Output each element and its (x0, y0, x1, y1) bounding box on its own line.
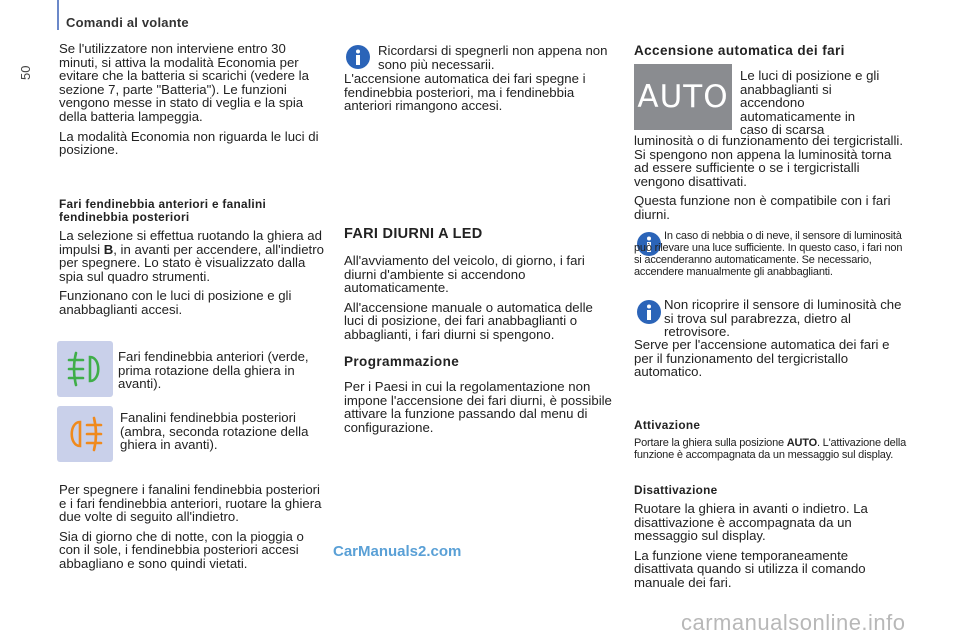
intro-paragraph-1: Se l'utilizzatore non interviene entro 30 minuti, si attiva la modalità Economia per evitare che la batteria si scarichi (vedere la sezione 7, parte "Batteria"). Le funzioni vengono messe in stato di veglia e la spia della batteria lampeggia. (59, 41, 309, 124)
auto-label: AUTO (637, 79, 729, 115)
info-icon (346, 45, 370, 69)
activation-paragraph: Portare la ghiera sulla posizione AUTO. L'attivazione della funzione è accompagnata da un messaggio sul display. (634, 437, 906, 461)
info-icon (637, 300, 661, 324)
auto-text-rest: luminosità o di funzionamento dei tergicristalli. Si spengono non appena la luminosità torna ad essere sufficiente o se i tergicristalli vengono disattivati. (634, 133, 904, 189)
rear-fog-label: Fanalini fendinebbia posteriori (ambra, seconda rotazione della ghiera in avanti). (120, 410, 309, 453)
auto-text-block (634, 134, 906, 228)
fog-off-paragraph-2: Sia di giorno che di notte, con la pioggia o con il sole, i fendinebbia posteriori accesi abbagliano e sono quindi vietati. (59, 528, 304, 571)
drl-block (344, 254, 614, 348)
page-number: 50 (18, 65, 33, 80)
fog-off-paragraph-1: Per spegnere i fanalini fendinebbia posteriori e i fari fendinebbia anteriori, ruotare la ghiera due volte di seguito all'indietro. (59, 482, 322, 525)
auto-compat-note: Questa funzione non è compatibile con i fari diurni. (634, 193, 891, 222)
programming-heading: Programmazione (344, 354, 460, 369)
activation-heading: Attivazione (634, 418, 701, 432)
rear-fog-indicator (57, 406, 113, 462)
intro-paragraph-2: La modalità Economia non riguarda le luci di posizione. (59, 128, 319, 158)
auto-indicator (634, 64, 732, 130)
fog-paragraph-2: Funzionano con le luci di posizione e gli anabbaglianti accesi. (59, 288, 292, 317)
deactivation-paragraph-2: La funzione viene temporaneamente disattivata quando si utilizza il comando manuale dei fari. (634, 547, 866, 590)
drl-paragraph-2: All'accensione manuale o automatica delle luci di posizione, dei fari anabbaglianti o abbaglianti, i fari diurni si spengono. (344, 299, 593, 342)
page-title: Comandi al volante (66, 15, 189, 30)
info-note-fog: In caso di nebbia o di neve, il sensore di luminosità può rilevare una luce sufficiente. In questo caso, i fari non si accenderanno automaticamente. Se necessario, accendere manualmente gli anabbaglianti. (634, 230, 903, 278)
programming-paragraph: Per i Paesi in cui la regolamentazione non impone l'accensione dei fari diurni, è possibile attivare la funzione passando dal menu di configurazione. (344, 379, 612, 435)
drl-heading: FARI DIURNI A LED (344, 226, 483, 242)
fog-heading: Fari fendinebbia anteriori e fanalini fendinebbia posteriori (59, 197, 267, 224)
rear-fog-lamp-icon (63, 414, 107, 454)
sensor-note-short: Non ricoprire il sensore di luminosità che si trova sul parabrezza, dietro al retrovisore. (664, 297, 902, 340)
fog-section (59, 198, 327, 323)
watermark-carmanualsonline: carmanualsonline.info (681, 610, 906, 635)
fog-paragraph-1: La selezione si effettua ruotando la ghiera ad impulsi B, in avanti per accendere, all'indietro per spegnere. Lo stato è visualizzato dalla spia sul quadro strumenti. (59, 228, 324, 284)
watermark-carmanuals2: CarManuals2.com (333, 543, 462, 560)
info-note-text: Ricordarsi di spegnerli non appena non sono più necessarii. (378, 43, 608, 72)
deactivation-block (634, 502, 906, 596)
intro-block (59, 42, 327, 163)
page-accent-bar (57, 0, 59, 30)
auto-headlights-heading: Accensione automatica dei fari (634, 43, 845, 58)
front-fog-indicator (57, 341, 113, 397)
front-fog-label: Fari fendinebbia anteriori (verde, prima rotazione della ghiera in avanti). (118, 349, 309, 392)
auto-text-short: Le luci di posizione e gli anabbaglianti si accendono automaticamente in caso di scarsa (740, 68, 880, 138)
auto-fog-note: L'accensione automatica dei fari spegne i fendinebbia posteriori, ma i fendinebbia anteriori rimangono accesi. (344, 71, 586, 114)
deactivation-paragraph-1: Ruotare la ghiera in avanti o indietro. La disattivazione è accompagnata da un messaggio sul display. (634, 501, 868, 544)
drl-paragraph-1: All'avviamento del veicolo, di giorno, i fari diurni d'ambiente si accendono automaticamente. (344, 253, 585, 296)
deactivation-heading: Disattivazione (634, 483, 718, 497)
front-fog-lamp-icon (63, 349, 107, 389)
fog-off-block (59, 483, 327, 577)
sensor-note-rest: Serve per l'accensione automatica dei fari e per il funzionamento del tergicristallo automatico. (634, 337, 890, 380)
